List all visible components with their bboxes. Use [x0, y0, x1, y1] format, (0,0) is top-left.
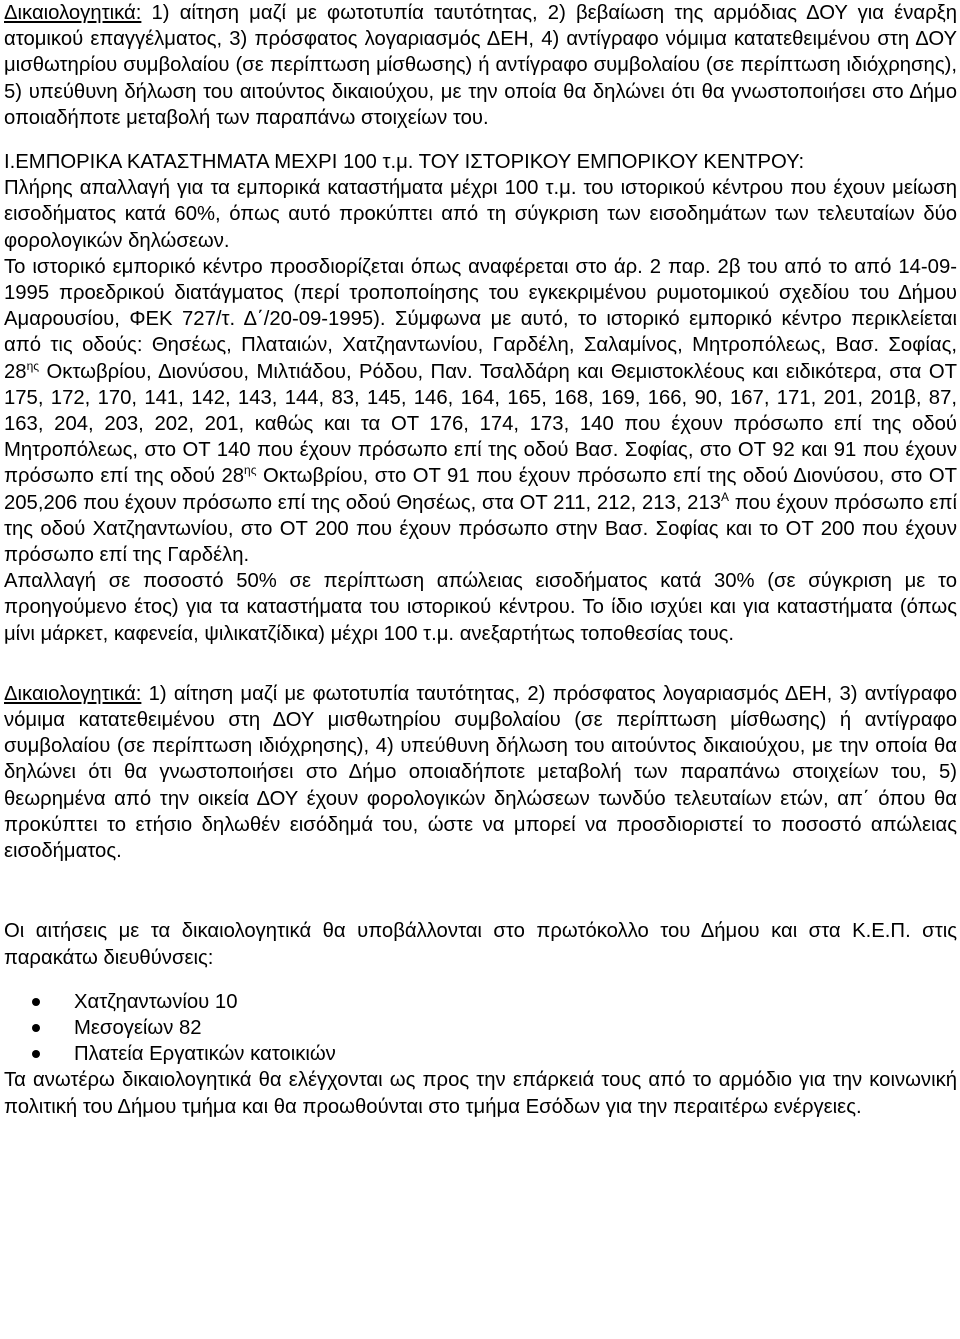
section-heading: Ι.ΕΜΠΟΡΙΚΑ ΚΑΤΑΣΤΗΜΑΤΑ ΜΕΧΡΙ 100 τ.μ. ΤΟΥ ΙΣΤΟΡΙΚΟΥ ΕΜΠΟΡΙΚΟΥ ΚΕΝΤΡΟΥ: [4, 151, 805, 174]
bullet-icon [32, 998, 40, 1006]
section-paragraph-partial-exemption: Απαλλαγή σε ποσοστό 50% σε περίπτωση απώλειας εισοδήματος κατά 30% (σε σύγκριση με το προηγούμενο έτος) για τα καταστήματα του ιστορικού κέντρου. Το ίδιο ισχύει και για καταστήματα (όπως μίνι μάρκετ, καφενεία, ψιλικατζίδικα) μέχρι 100 τ.μ. ανεξαρτήτως τοποθεσίας τους. [4, 570, 957, 645]
address-list [4, 989, 957, 1068]
ordinal-superscript-2: ης [244, 463, 257, 478]
list-item [32, 1015, 957, 1041]
submission-paragraph: Οι αιτήσεις με τα δικαιολογητικά θα υποβάλλονται στο πρωτόκολλο του Δήμου και στα Κ.Ε.Π. στις παρακάτω διευθύνσεις: [4, 920, 957, 969]
list-item [32, 1041, 957, 1067]
historic-center-text-b: Οκτωβρίου, Διονύσου, Μιλτιάδου, Ρόδου, Παν. Τσαλδάρη και Θεμιστοκλέους και ειδικότερα, στα ΟΤ 175, 172, 170, 141, 142, 143, 144, 83, 145, 146, 164, 165, 168, 169, 166, 90, 167, 171, 201, 201β, 87, 163, 204, 203, 202, 201, καθώς και τα ΟΤ 176, 174, 173, 140 που έχουν πρόσωπο επί της οδού Μητροπόλεως, στο ΟΤ 140 που έχουν πρόσωπο επί της οδού Βασ. Σοφίας, στο ΟΤ 92 και 91 που έχουν πρόσωπο επί της οδού 28 [4, 360, 957, 488]
section-paragraph-exemption: Πλήρης απαλλαγή για τα εμπορικά καταστήματα μέχρι 100 τ.μ. του ιστορικού κέντρου που έχουν μείωση εισοδήματος κατά 60%, όπως αυτό προκύπτει από τη σύγκριση των εισοδημάτων των τελευταίων δύο φορολογικών δηλώσεων. [4, 177, 957, 252]
requirements-label-1: Δικαιολογητικά: [4, 2, 142, 24]
requirements-paragraph-2 [4, 681, 957, 864]
requirements-paragraph-1 [4, 0, 957, 131]
historic-center-text-c: Οκτωβρίου, στο ΟΤ 91 που έχουν πρόσωπο επί της οδού Διονύσου, στο ΟΤ 205,206 που έχουν πρόσωπο επί της οδού Θησέως, στα ΟΤ 211, 212, 213, 213 [4, 465, 957, 514]
address-text: Μεσογείων 82 [74, 1016, 202, 1039]
requirements-text-2: 1) αίτηση μαζί με φωτοτυπία ταυτότητας, 2) πρόσφατος λογαριασμός ΔΕΗ, 3) αντίγραφο νόμιμα κατατεθειμένου στη ΔΟΥ μισθωτηρίου συμβολαίου (σε περίπτωση μίσθωσης) ή αντίγραφο συμβολαίου (σε περίπτωση ιδιόχρησης), 4) υπεύθυνη δήλωση του αιτούντος δικαιούχου, με την οποία θα δηλώνει ότι θα γνωστοποιήσει στο Δήμο οποιαδήποτε μεταβολή των παραπάνω στοιχείων του, 5) θεωρημένα από την οικεία ΔΟΥ έχουν φορολογικών δηλώσεων τωνδύο τελευταίων ετών, απ΄ όπου θα προκύπτει το ετήσιο δηλωθέν εισόδημά του, ώστε να μπορεί να προσδιοριστεί το ποσοστό απώλειας εισοδήματος. [4, 682, 957, 863]
list-item [32, 989, 957, 1015]
requirements-text-1: 1) αίτηση μαζί με φωτοτυπία ταυτότητας, 2) βεβαίωση της αρμόδιας ΔΟΥ για έναρξη ατομικού επαγγέλματος, 3) πρόσφατος λογαριασμός ΔΕΗ, 4) αντίγραφο νόμιμα κατατεθειμένου στη ΔΟΥ μισθωτηρίου συμβολαίου (σε περίπτωση μίσθωσης) ή αντίγραφο συμβολαίου (σε περίπτωση ιδιόχρησης), 5) υπεύθυνη δήλωση του αιτούντος δικαιούχου, με την οποία θα δηλώνει ότι θα γνωστοποιήσει στο Δήμο οποιαδήποτε μεταβολή των παραπάνω στοιχείων του. [4, 2, 957, 129]
block-superscript: Α [721, 489, 730, 504]
bullet-icon [32, 1024, 40, 1032]
ordinal-superscript-1: ης [26, 358, 40, 373]
section-paragraph-historic-center [4, 254, 957, 568]
bullet-icon [32, 1050, 40, 1058]
historic-center-text-d: που έχουν πρόσωπο επί της οδού Χατζηαντωνίου, στο ΟΤ 200 που έχουν πρόσωπο στην Βασ. Σοφίας και το ΟΤ 200 που έχουν πρόσωπο επί της Γαρδέλη. [4, 491, 957, 567]
requirements-label-2: Δικαιολογητικά: [4, 682, 142, 705]
address-text: Χατζηαντωνίου 10 [74, 990, 238, 1013]
closing-paragraph: Τα ανωτέρω δικαιολογητικά θα ελέγχονται ως προς την επάρκειά τους από το αρμόδιο για την κοινωνική πολιτική του Δήμου τμήμα και θα προωθούνται στο τμήμα Εσόδων για την περαιτέρω ενέργειες. [4, 1069, 957, 1118]
historic-center-text-a: Το ιστορικό εμπορικό κέντρο προσδιορίζεται όπως αναφέρεται στο άρ. 2 παρ. 2β του από το από 14-09-1995 προεδρικού διατάγματος (περί τροποποίησης του εγκεκριμένου ρυμοτομικού σχεδίου του Δήμου Αμαρουσίου, ΦΕΚ 727/τ. Δ΄/20-09-1995). Σύμφωνα με αυτό, το ιστορικό εμπορικό κέντρο περικλείεται από τις οδούς: Θησέως, Πλαταιών, Χατζηαντωνίου, Γαρδέλη, Σαλαμίνος, Μητροπόλεως, Βασ. Σοφίας, 28 [4, 255, 957, 383]
address-text: Πλατεία Εργατικών κατοικιών [74, 1043, 336, 1066]
